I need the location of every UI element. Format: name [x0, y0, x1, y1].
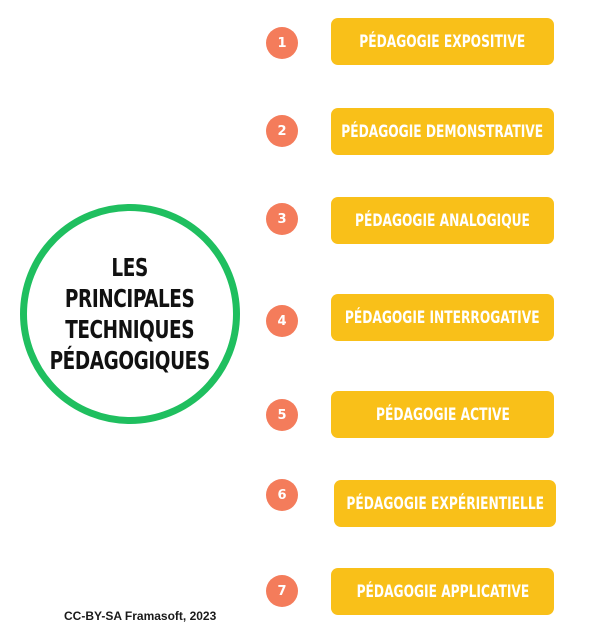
technique-label-box	[331, 294, 554, 341]
technique-label-box	[331, 197, 554, 244]
technique-label: PÉDAGOGIE ANALOGIQUE	[355, 210, 530, 231]
technique-label-box	[334, 480, 556, 527]
center-circle	[20, 204, 240, 424]
technique-label: PÉDAGOGIE INTERROGATIVE	[345, 307, 540, 328]
technique-label: PÉDAGOGIE ACTIVE	[375, 404, 510, 425]
technique-number-badge: 1	[266, 27, 298, 59]
center-title-line: PÉDAGOGIQUES	[49, 346, 211, 375]
technique-number-badge: 4	[266, 305, 298, 337]
technique-number-badge: 6	[266, 479, 298, 511]
technique-number-badge: 7	[266, 575, 298, 607]
technique-number-badge: 2	[266, 115, 298, 147]
center-title-line: TECHNIQUES	[65, 315, 195, 344]
technique-number-badge: 3	[266, 203, 298, 235]
technique-label-box	[331, 391, 554, 438]
technique-number-badge: 5	[266, 399, 298, 431]
center-title	[50, 252, 210, 376]
center-title-line: PRINCIPALES	[65, 284, 195, 313]
technique-label-box	[331, 18, 554, 65]
technique-label: PÉDAGOGIE EXPÉRIENTIELLE	[346, 493, 544, 514]
technique-label: PÉDAGOGIE DEMONSTRATIVE	[341, 121, 544, 142]
license-credit: CC-BY-SA Framasoft, 2023	[64, 609, 217, 623]
technique-label-box	[331, 108, 554, 155]
technique-label: PÉDAGOGIE EXPOSITIVE	[359, 31, 526, 52]
technique-label-box	[331, 568, 554, 615]
center-title-line: LES	[111, 253, 149, 282]
technique-label: PÉDAGOGIE APPLICATIVE	[356, 581, 529, 602]
